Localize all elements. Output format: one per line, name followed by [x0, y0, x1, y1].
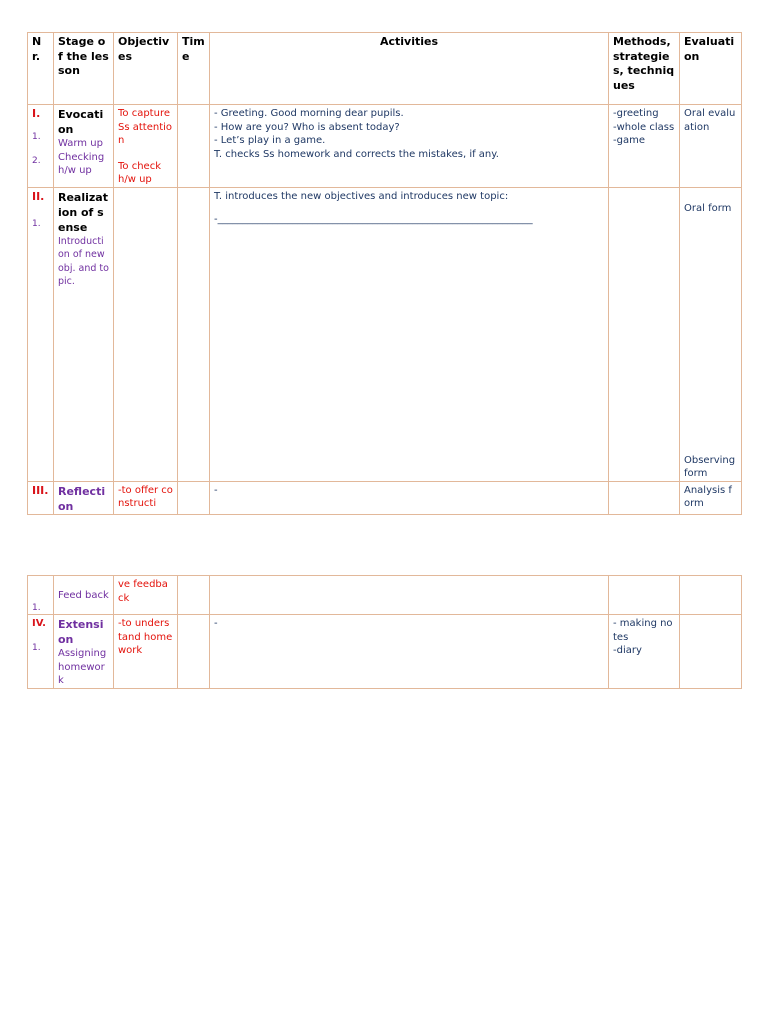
cell-evaluation-evocation: Oral evaluation	[680, 105, 742, 188]
stage-title: Evocation	[58, 108, 104, 136]
roman-numeral: IV.	[32, 618, 46, 629]
header-methods: Methods, strategies, techniques	[609, 33, 680, 105]
row-evocation	[28, 105, 742, 188]
header-evaluation: Evaluation	[680, 33, 742, 105]
cell-stage-evocation	[54, 105, 114, 188]
activity-line: T. introduces the new objectives and introduces new topic:	[214, 190, 509, 202]
cell-objectives-reflection: -to offer constructi	[114, 481, 178, 514]
activity-line: - Greeting. Good morning dear pupils.	[214, 108, 404, 119]
cell-objectives-realization	[114, 187, 178, 481]
cell-stage-reflection	[54, 481, 114, 514]
lesson-plan-table-page1	[27, 32, 742, 515]
method-item: -diary	[613, 645, 642, 656]
cell-activities-reflection: -	[210, 481, 609, 514]
row-feedback	[28, 576, 742, 615]
cell-nr-reflection	[28, 481, 54, 514]
objective-text: To capture Ss attention	[118, 108, 173, 146]
stage-title: Reflection	[58, 484, 106, 513]
cell-evaluation-reflection: Analysis form	[680, 481, 742, 514]
cell-nr-extension	[28, 615, 54, 689]
row-extension	[28, 615, 742, 689]
row-realization	[28, 187, 742, 481]
item-number: 1.	[32, 132, 41, 142]
cell-evaluation-realization	[680, 187, 742, 481]
cell-time-reflection	[178, 481, 210, 514]
activity-line: - Let’s play in a game.	[214, 135, 326, 146]
cell-methods-evocation	[609, 105, 680, 188]
cell-evaluation-feedback	[680, 576, 742, 615]
item-number: 2.	[32, 156, 41, 166]
method-item: - making notes	[613, 618, 673, 643]
row-reflection	[28, 481, 742, 514]
activity-blank-line: -_______________________________________________________________	[214, 214, 533, 225]
lesson-plan-table-page2	[27, 575, 742, 689]
activity-line: T. checks Ss homework and corrects the mistakes, if any.	[214, 148, 499, 160]
cell-stage-extension	[54, 615, 114, 689]
cell-time-evocation	[178, 105, 210, 188]
stage-substep: Feed back	[58, 590, 109, 601]
cell-methods-extension	[609, 615, 680, 689]
item-number: 1.	[32, 603, 41, 613]
header-nr: Nr.	[28, 33, 54, 105]
cell-methods-realization	[609, 187, 680, 481]
evaluation-text: Oral form	[684, 202, 732, 214]
roman-numeral: I.	[32, 107, 41, 120]
cell-stage-realization	[54, 187, 114, 481]
header-row	[28, 33, 742, 105]
method-item: -game	[613, 135, 645, 146]
stage-title: Realization of sense	[58, 190, 108, 234]
cell-time-realization	[178, 187, 210, 481]
cell-activities-feedback	[210, 576, 609, 615]
cell-nr-realization	[28, 187, 54, 481]
cell-objectives-feedback: ve feedback	[114, 576, 178, 615]
stage-substep: Warm up	[58, 138, 103, 149]
evaluation-text: Observing form	[684, 454, 736, 479]
cell-activities-evocation	[210, 105, 609, 188]
roman-numeral: III.	[32, 483, 49, 497]
header-stage: Stage of the lesson	[54, 33, 114, 105]
cell-methods-reflection	[609, 481, 680, 514]
cell-evaluation-extension	[680, 615, 742, 689]
method-item: -greeting	[613, 108, 659, 119]
stage-substep: Checking h/w up	[58, 151, 105, 176]
cell-methods-feedback	[609, 576, 680, 615]
objective-text: To check h/w up	[118, 160, 161, 185]
cell-activities-extension: -	[210, 615, 609, 689]
cell-nr-evocation	[28, 105, 54, 188]
cell-activities-realization	[210, 187, 609, 481]
stage-title: Extension	[58, 618, 104, 646]
stage-substep: Introduction of new obj. and topic.	[58, 235, 109, 287]
header-objectives: Objectives	[114, 33, 178, 105]
roman-numeral: II.	[32, 189, 45, 203]
cell-objectives-extension: -to understand homework	[114, 615, 178, 689]
cell-nr-feedback	[28, 576, 54, 615]
cell-stage-feedback	[54, 576, 114, 615]
cell-time-extension	[178, 615, 210, 689]
stage-substep: Assigning homework	[58, 648, 107, 686]
header-time: Time	[178, 33, 210, 105]
cell-time-feedback	[178, 576, 210, 615]
cell-objectives-evocation	[114, 105, 178, 188]
method-item: -whole class	[613, 121, 675, 133]
header-activities: Activities	[210, 33, 609, 105]
item-number: 1.	[32, 643, 41, 653]
activity-line: - How are you? Who is absent today?	[214, 121, 400, 133]
item-number: 1.	[32, 218, 41, 229]
